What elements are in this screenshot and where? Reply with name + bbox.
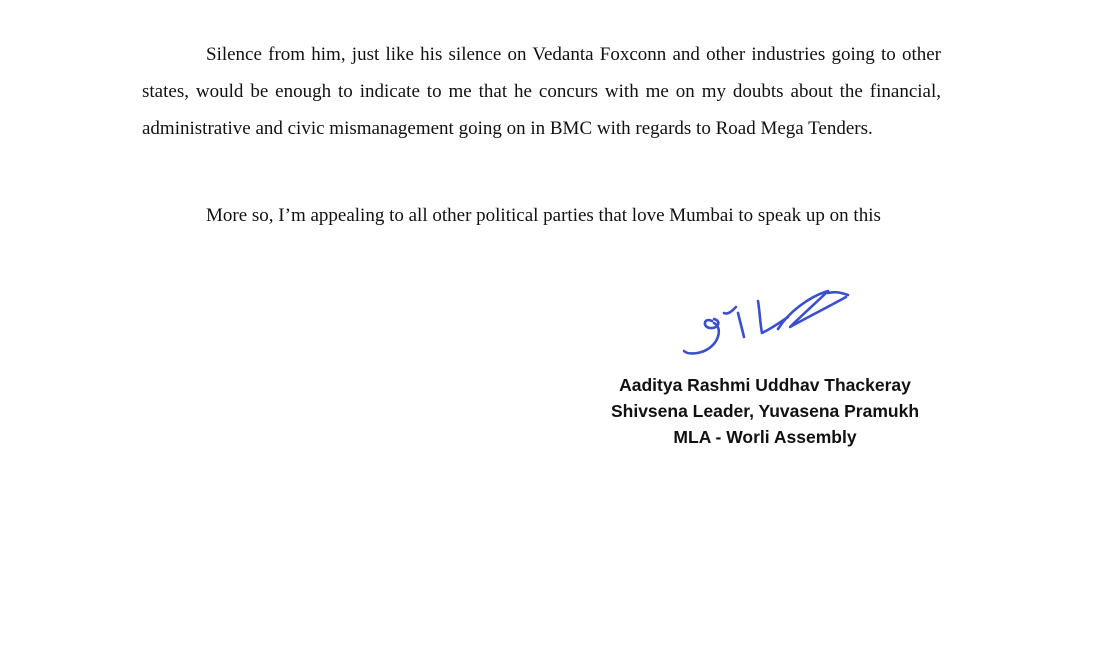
handwritten-signature	[678, 283, 858, 363]
signatory-position: MLA - Worli Assembly	[673, 427, 857, 447]
signature-block	[585, 372, 945, 450]
letter-paragraph-2: More so, I’m appealing to all other political parties that love Mumbai to speak up on this	[206, 205, 881, 226]
signatory-title: Shivsena Leader, Yuvasena Pramukh	[610, 401, 920, 421]
letter-paragraph-1: Silence from him, just like his silence on Vedanta Foxconn and other industries going to other states, would be enough to indicate to me that he concurs with me on my doubts about the financial, administrative and civic mismanagement going on in BMC with regards to Road Mega Tenders.	[142, 44, 941, 139]
signatory-name: Aaditya Rashmi Uddhav Thackeray	[619, 375, 911, 395]
